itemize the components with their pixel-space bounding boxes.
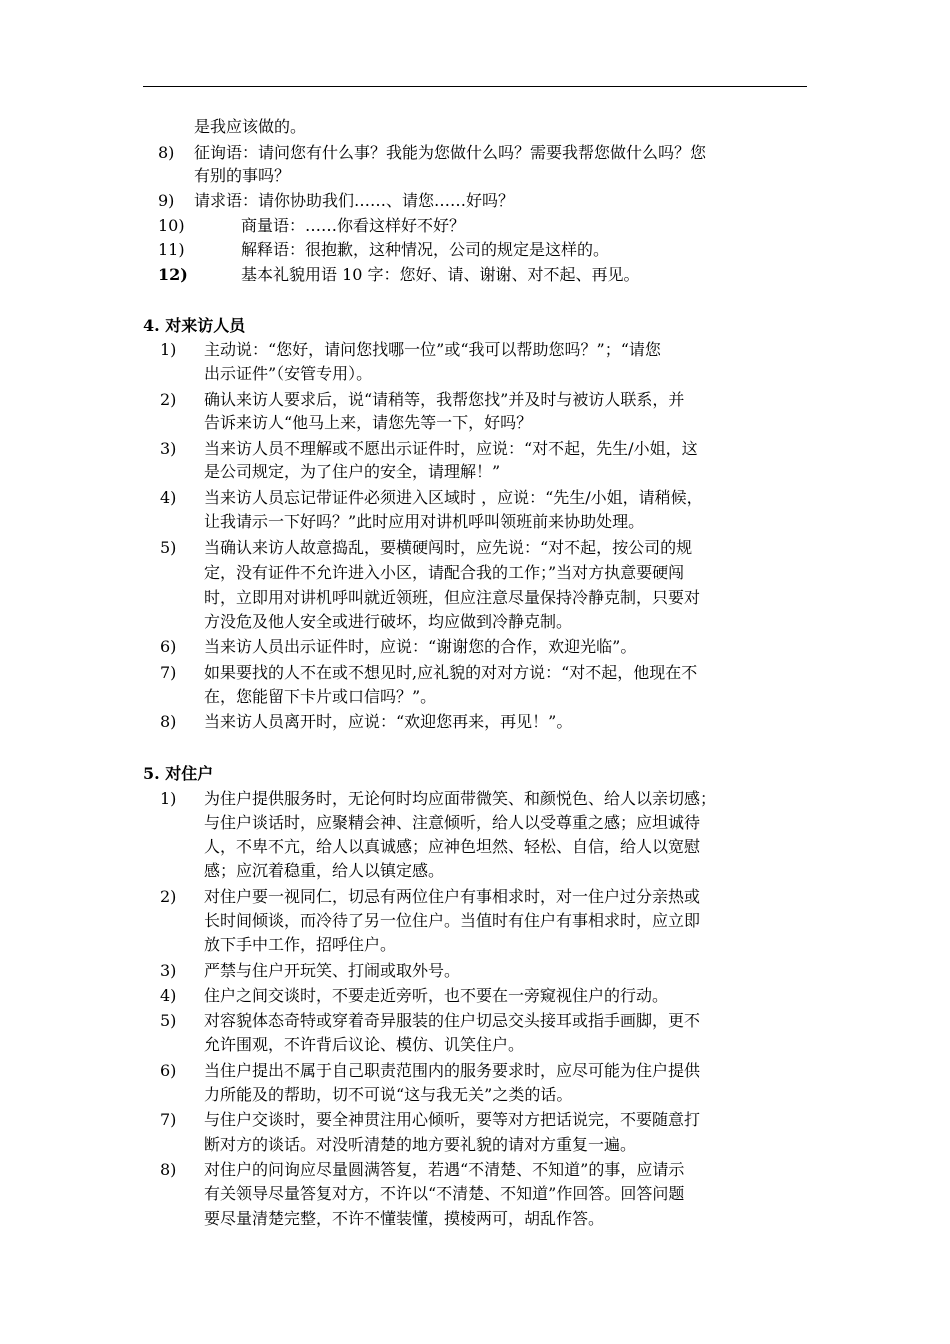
- list-number: 10): [158, 216, 185, 235]
- section-heading: 5. 对住户: [143, 764, 214, 783]
- list-item-line: 对住户的问询应尽量圆满答复，若遇“不清楚、不知道”的事，应请示: [204, 1160, 685, 1179]
- list-number: 2): [160, 887, 177, 906]
- list-item-line: 有关领导尽量答复对方，不许以“不清楚、不知道”作回答。回答问题: [204, 1184, 685, 1203]
- list-item-line: 力所能及的帮助，切不可说“这与我无关”之类的话。: [204, 1085, 573, 1104]
- list-item-line: 人，不卑不亢，给人以真诚感；应神色坦然、轻松、自信，给人以宽慰: [204, 837, 701, 856]
- list-number: 8): [160, 1160, 177, 1179]
- list-item-line: 定，没有证件不允许进入小区，请配合我的工作；”当对方执意要硬闯: [204, 563, 685, 582]
- list-number: 5): [160, 1011, 177, 1030]
- list-item-line: 如果要找的人不在或不想见时,应礼貌的对对方说：“对不起，他现在不: [204, 663, 698, 682]
- header-rule: [143, 86, 807, 87]
- continuation-line: 是我应该做的。: [194, 117, 307, 136]
- list-item-line: 断对方的谈话。对没听清楚的地方要礼貌的请对方重复一遍。: [204, 1135, 637, 1154]
- list-number: 5): [160, 538, 177, 557]
- list-number: 2): [160, 390, 177, 409]
- list-item-line: 出示证件”（安管专用）。: [204, 364, 373, 383]
- list-number: 3): [160, 439, 177, 458]
- list-item-line: 有别的事吗？: [194, 166, 291, 185]
- list-number: 1): [160, 789, 177, 808]
- list-item-line: 当来访人员不理解或不愿出示证件时，应说：“对不起，先生/小姐，这: [204, 439, 698, 458]
- list-item-line: 住户之间交谈时，不要走近旁听，也不要在一旁窥视住户的行动。: [204, 986, 669, 1005]
- list-item-line: 主动说：“您好，请问您找哪一位”或“我可以帮助您吗？”；“请您: [204, 340, 661, 359]
- list-item-line: 征询语：请问您有什么事？我能为您做什么吗？需要我帮您做什么吗？您: [194, 143, 707, 162]
- list-item-line: 确认来访人要求后，说“请稍等，我帮您找”并及时与被访人联系，并: [204, 390, 685, 409]
- list-item-line: 商量语：……你看这样好不好？: [241, 216, 466, 235]
- list-number: 3): [160, 961, 177, 980]
- list-number: 7): [160, 663, 177, 682]
- list-item-line: 方没危及他人安全或进行破坏，均应做到冷静克制。: [204, 612, 573, 631]
- list-number: 4): [160, 986, 177, 1005]
- list-item-line: 请求语：请你协助我们……、请您……好吗？: [194, 191, 515, 210]
- list-number: 9): [158, 191, 175, 210]
- section-heading: 4. 对来访人员: [143, 316, 246, 335]
- list-item-line: 当来访人员出示证件时，应说：“谢谢您的合作，欢迎光临”。: [204, 637, 637, 656]
- list-item-line: 与住户交谈时，要全神贯注用心倾听，要等对方把话说完，不要随意打: [204, 1110, 701, 1129]
- list-item-line: 感；应沉着稳重，给人以镇定感。: [204, 861, 445, 880]
- list-item-line: 放下手中工作，招呼住户。: [204, 935, 397, 954]
- list-item-line: 基本礼貌用语 10 字：您好、请、谢谢、对不起、再见。: [241, 265, 640, 284]
- list-number: 12): [158, 265, 188, 284]
- list-item-line: 当来访人员忘记带证件必须进入区域时 ，应说：“先生/小姐，请稍候，: [204, 488, 703, 507]
- list-item-line: 时，立即用对讲机呼叫就近领班，但应注意尽量保持冷静克制，只要对: [204, 588, 701, 607]
- list-number: 7): [160, 1110, 177, 1129]
- list-number: 8): [160, 712, 177, 731]
- list-number: 8): [158, 143, 175, 162]
- list-item-line: 让我请示一下好吗？”此时应用对讲机呼叫领班前来协助处理。: [204, 512, 645, 531]
- list-item-line: 解释语：很抱歉，这种情况，公司的规定是这样的。: [241, 240, 610, 259]
- list-item-line: 允许围观，不许背后议论、模仿、讥笑住户。: [204, 1035, 525, 1054]
- list-number: 4): [160, 488, 177, 507]
- list-item-line: 与住户谈话时，应聚精会神、注意倾听，给人以受尊重之感；应坦诚待: [204, 813, 701, 832]
- list-item-line: 当住户提出不属于自己职责范围内的服务要求时，应尽可能为住户提供: [204, 1061, 701, 1080]
- list-item-line: 是公司规定，为了住户的安全，请理解！”: [204, 462, 501, 481]
- list-item-line: 为住户提供服务时，无论何时均应面带微笑、和颜悦色、给人以亲切感；: [204, 789, 717, 808]
- list-item-line: 对住户要一视同仁，切忌有两位住户有事相求时，对一住户过分亲热或: [204, 887, 701, 906]
- list-item-line: 当确认来访人故意捣乱，要横硬闯时，应先说：“对不起，按公司的规: [204, 538, 693, 557]
- list-item-line: 要尽量清楚完整，不许不懂装懂，摸棱两可，胡乱作答。: [204, 1209, 605, 1228]
- list-item-line: 严禁与住户开玩笑、打闹或取外号。: [204, 961, 461, 980]
- list-number: 11): [158, 240, 185, 259]
- list-number: 6): [160, 1061, 177, 1080]
- list-item-line: 长时间倾谈，而冷待了另一位住户。当值时有住户有事相求时，应立即: [204, 911, 701, 930]
- list-item-line: 对容貌体态奇特或穿着奇异服装的住户切忌交头接耳或指手画脚，更不: [204, 1011, 701, 1030]
- list-item-line: 在，您能留下卡片或口信吗？”。: [204, 687, 437, 706]
- list-item-line: 告诉来访人“他马上来，请您先等一下，好吗？: [204, 413, 533, 432]
- list-item-line: 当来访人员离开时，应说：“欢迎您再来，再见！”。: [204, 712, 573, 731]
- list-number: 1): [160, 340, 177, 359]
- list-number: 6): [160, 637, 177, 656]
